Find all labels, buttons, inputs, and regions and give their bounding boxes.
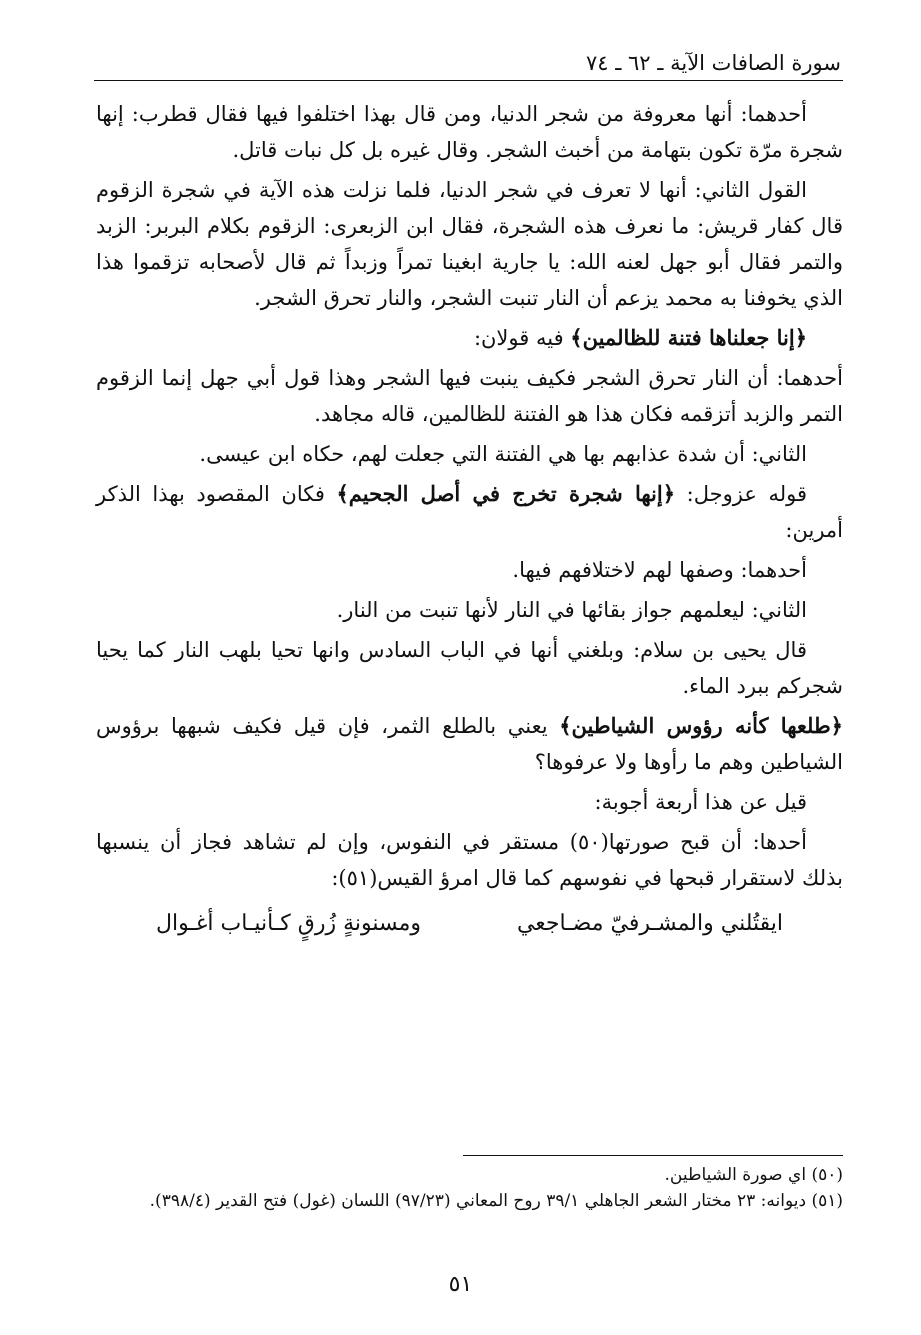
running-head: سورة الصافات الآية ـ ٦٢ ـ ٧٤	[585, 51, 841, 75]
paragraph-5: الثاني: أن شدة عذابهم بها هي الفتنة التي جعلت لهم، حكاه ابن عيسى.	[199, 442, 807, 466]
footnote-51: (٥١) ديوانه: ٢٣ مختار الشعر الجاهلي ٣٩/١ روح المعاني (٩٧/٢٣) اللسان (غول) فتح القدير (٣٩٨/٤).	[149, 1191, 843, 1211]
paragraph-11: قيل عن هذا أربعة أجوبة:	[594, 790, 807, 814]
page-number: ٥١	[448, 1272, 473, 1297]
paragraph-1: أحدهما: أنها معروفة من شجر الدنيا، ومن قال بهذا اختلفوا فيها فقال قطرب: إنها شجرة مرّة تكون بتهامة من أخبث الشجر. وقال غيره بل كل نبات قاتل.	[96, 102, 843, 162]
footnote-rule	[463, 1155, 843, 1156]
header-rule	[94, 80, 843, 81]
paragraph-2: القول الثاني: أنها لا تعرف في شجر الدنيا، فلما نزلت هذه الآية في شجرة الزقوم قال كفار قريش: ما نعرف هذه الشجرة، فقال ابن الزبعرى: الزقوم بكلام البربر: الزبد والتمر فقال أبو جهل لعنه الله: يا جارية ابغينا تمراً وزبداً ثم قال لأصحابه تزقموا هذا الذي يخوفنا به محمد يزعم أن النار تنبت الشجر، والنار تحرق الشجر.	[96, 178, 843, 310]
paragraph-12: أحدها: أن قبح صورتها(٥٠) مستقر في النفوس، وإن لم تشاهد فجاز أن ينسبها بذلك لاستقرار قبحها في نفوسهم كما قال امرؤ القيس(٥١):	[96, 830, 843, 890]
quran-quote: ﴿إنا جعلناها فتنة للظالمين﴾	[570, 325, 807, 350]
paragraph-text: يعني بالطلع الثمر، فإن قيل فكيف شبهها برؤوس الشياطين وهم ما رأوها ولا عرفوها؟	[96, 714, 843, 774]
paragraph-3	[96, 320, 843, 356]
poetry-verse	[96, 900, 843, 942]
paragraph-text: فكان المقصود بهذا الذكر أمرين:	[96, 482, 843, 542]
verse-first-hemistich: ايقتُلني والمشـرفيّ مضـاجعي	[516, 911, 783, 936]
paragraph-text: فيه قولان:	[473, 326, 571, 350]
paragraph-7: أحدهما: وصفها لهم لاختلافهم فيها.	[512, 558, 807, 582]
paragraph-text: قوله عزوجل:	[675, 482, 807, 506]
footnotes	[96, 1162, 843, 1214]
quran-quote: ﴿إنها شجرة تخرج في أصل الجحيم﴾	[336, 481, 676, 506]
quran-quote: ﴿طلعها كأنه رؤوس الشياطين﴾	[559, 713, 843, 738]
paragraph-6	[96, 476, 843, 548]
paragraph-9: قال يحيى بن سلام: وبلغني أنها في الباب السادس وانها تحيا بلهب النار كما يحيا شجركم ببرد الماء.	[96, 638, 843, 698]
paragraph-8: الثاني: ليعلمهم جواز بقائها في النار لأنها تنبت من النار.	[336, 598, 807, 622]
paragraph-10	[96, 708, 843, 780]
main-text	[96, 96, 843, 942]
footnote-50: (٥٠) اي صورة الشياطين.	[664, 1165, 843, 1185]
verse-second-hemistich: ومسنونةٍ زُرقٍ كـأنيـاب أغـوال	[156, 911, 422, 936]
paragraph-4: أحدهما: أن النار تحرق الشجر فكيف ينبت فيها الشجر وهذا قول أبي جهل إنما الزقوم التمر والزبد أتزقمه فكان هذا هو الفتنة للظالمين، قاله مجاهد.	[96, 366, 843, 426]
